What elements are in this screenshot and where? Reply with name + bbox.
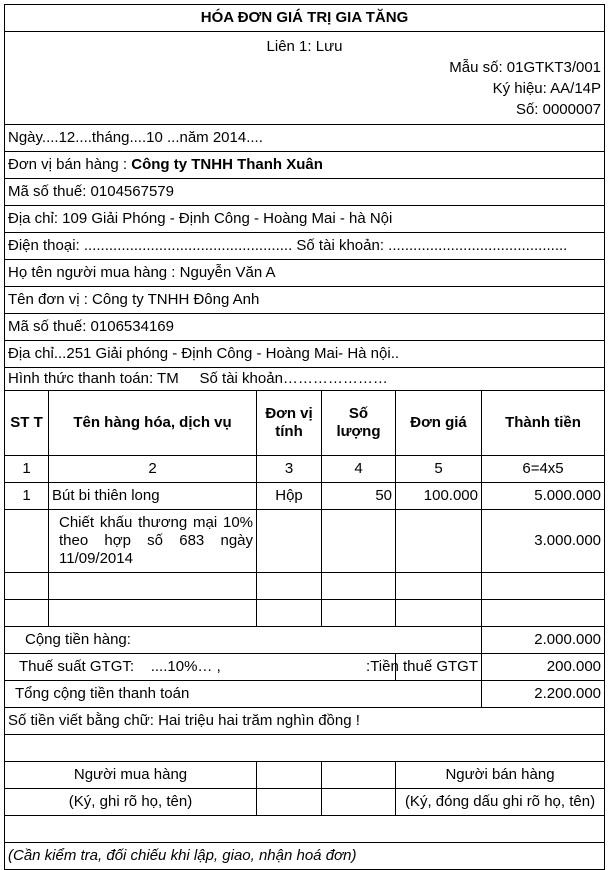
invoice <box>4 4 604 870</box>
buyer-name: Họ tên người mua hàng : Nguyễn Văn A <box>5 260 605 287</box>
vat-row <box>5 654 605 681</box>
index-cell: 6=4x5 <box>482 456 605 483</box>
invoice-date: Ngày....12....tháng....10 ...năm 2014.... <box>5 125 605 152</box>
seller-signature-title: Người bán hàng <box>396 762 605 789</box>
col-header: ST T <box>5 391 49 456</box>
item-price: 100.000 <box>396 483 482 510</box>
invoice-number: Số: 0000007 <box>515 101 602 118</box>
seller-row <box>5 152 605 179</box>
invoice-meta <box>5 32 605 125</box>
buyer-signature-title: Người mua hàng <box>5 762 257 789</box>
seller-phone: Điện thoại: .................................................. Số tài khoản: ........................................... <box>5 233 605 260</box>
col-header: Thành tiền <box>482 391 605 456</box>
index-cell: 5 <box>396 456 482 483</box>
signature-note-row <box>5 789 605 816</box>
total-goods-value: 2.000.000 <box>482 627 605 654</box>
table-row <box>5 600 605 627</box>
footer-note: (Cần kiểm tra, đối chiếu khi lập, giao, nhận hoá đơn) <box>5 843 605 870</box>
signature-row <box>5 762 605 789</box>
item-unit: Hộp <box>257 483 322 510</box>
invoice-table <box>4 4 605 870</box>
buyer-tax: Mã số thuế: 0106534169 <box>5 314 605 341</box>
col-header: Số lượng <box>322 391 396 456</box>
seller-name: Công ty TNHH Thanh Xuân <box>131 156 323 173</box>
index-cell: 3 <box>257 456 322 483</box>
index-cell: 2 <box>49 456 257 483</box>
index-cell: 4 <box>322 456 396 483</box>
vat-value: 200.000 <box>482 654 605 681</box>
table-row <box>5 483 605 510</box>
col-header: Đơn vị tính <box>257 391 322 456</box>
col-header: Đơn giá <box>396 391 482 456</box>
grand-total-row <box>5 681 605 708</box>
grand-total-label: Tổng cộng tiền thanh toán <box>5 681 482 708</box>
item-amount: 5.000.000 <box>482 483 605 510</box>
vat-label: Tiền thuế GTGT: <box>396 654 482 681</box>
total-goods-label: Cộng tiền hàng: <box>5 627 482 654</box>
grand-total-value: 2.200.000 <box>482 681 605 708</box>
item-name: Bút bi thiên long <box>49 483 257 510</box>
total-goods-row <box>5 627 605 654</box>
buyer-unit: Tên đơn vị : Công ty TNHH Đông Anh <box>5 287 605 314</box>
invoice-title: HÓA ĐƠN GIÁ TRỊ GIA TĂNG <box>5 5 605 32</box>
copy-label: Liên 1: Lưu <box>266 38 343 55</box>
amount-in-words: Số tiền viết bằng chữ: Hai triệu hai trăm nghìn đồng ! <box>5 708 605 735</box>
payment-method: Hình thức thanh toán: TM Số tài khoản………………… <box>5 368 605 391</box>
seller-address: Địa chỉ: 109 Giải Phóng - Định Công - Hoàng Mai - hà Nội <box>5 206 605 233</box>
form-number: Mẫu số: 01GTKT3/001 <box>449 59 602 76</box>
discount-amount: 3.000.000 <box>482 510 605 573</box>
seller-signature-note: (Ký, đóng dấu ghi rõ họ, tên) <box>396 789 605 816</box>
item-stt: 1 <box>5 483 49 510</box>
buyer-signature-note: (Ký, ghi rõ họ, tên) <box>5 789 257 816</box>
seller-tax: Mã số thuế: 0104567579 <box>5 179 605 206</box>
index-cell: 1 <box>5 456 49 483</box>
seller-label: Đơn vị bán hàng : <box>8 156 132 173</box>
table-row <box>5 510 605 573</box>
index-row <box>5 456 605 483</box>
col-header: Tên hàng hóa, dịch vụ <box>49 391 257 456</box>
vat-rate: Thuế suất GTGT: ....10%… , <box>5 654 396 681</box>
discount-text: Chiết khấu thương mại 10% theo hợp số 683 ngày 11/09/2014 <box>49 510 257 573</box>
item-qty: 50 <box>322 483 396 510</box>
invoice-symbol: Ký hiệu: AA/14P <box>492 80 602 97</box>
table-header <box>5 391 605 456</box>
buyer-address: Địa chỉ...251 Giải phóng - Định Công - Hoàng Mai- Hà nội.. <box>5 341 605 368</box>
table-row <box>5 573 605 600</box>
